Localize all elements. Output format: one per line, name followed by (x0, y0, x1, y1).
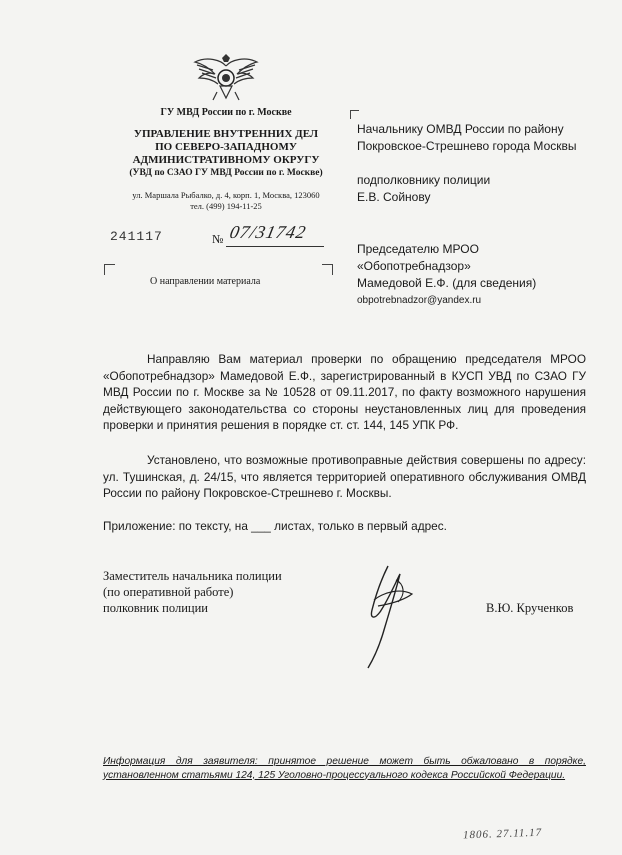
org-top-line: ГУ МВД России по г. Москве (160, 107, 292, 118)
handwritten-signature (360, 560, 420, 672)
number-underline (226, 246, 324, 247)
addressee-primary-name: Е.В. Сойнову (357, 190, 431, 204)
org-main-line-1: УПРАВЛЕНИЕ ВНУТРЕННИХ ДЕЛ (133, 128, 319, 140)
mvd-emblem-icon (193, 52, 259, 102)
addressee-primary-line-1: Начальнику ОМВД России по району (357, 122, 564, 136)
receipt-stamp: 1806. 27.11.17 (462, 826, 543, 842)
registration-number: 241117 (110, 229, 163, 244)
addressee-primary (357, 121, 577, 155)
org-main-line-2: ПО СЕВЕРО-ЗАПАДНОМУ (155, 141, 297, 153)
signatory-position-line-3: полковник полиции (103, 601, 208, 615)
issuer-block (95, 106, 357, 212)
addressee-primary-rank: подполковнику полиции (357, 173, 491, 187)
bracket-corner-left (104, 264, 115, 275)
bracket-corner-right (322, 264, 333, 275)
addressee-secondary-line-1: Председателю МРОО (357, 242, 479, 256)
signatory-name: В.Ю. Крученков (486, 601, 574, 615)
signatory-position-line-1: Заместитель начальника полиции (103, 569, 282, 583)
addressee-bracket-corner (350, 110, 359, 119)
addressee-secondary-email: obpotrebnadzor@yandex.ru (357, 295, 482, 306)
addressee-primary-line-2: Покровское-Стрешнево города Москвы (357, 139, 577, 153)
outgoing-number: 07/31742 (227, 222, 309, 242)
addressee-primary-person (357, 172, 490, 206)
attachment-line: Приложение: по тексту, на ___ листах, только в первый адрес. (103, 519, 447, 533)
org-address: ул. Маршала Рыбалко, д. 4, корп. 1, Москва, 123060 (132, 190, 320, 200)
addressee-secondary (357, 241, 536, 309)
body-paragraph-2: Установлено, что возможные противоправные действия совершены по адресу: ул. Тушинская, д. 24/15, что является территорией оперативного обслуживания ОМВД России по району Покровское-Стрешнево г. Москвы. (103, 453, 586, 501)
subject-line: О направлении материала (150, 276, 261, 287)
addressee-secondary-line-3: Мамедовой Е.Ф. (для сведения) (357, 276, 537, 290)
addressee-secondary-line-2: «Обопотребнадзор» (357, 259, 471, 273)
org-phone: тел. (499) 194-11-25 (190, 201, 262, 211)
signatory-position-line-2: (по оперативной работе) (103, 585, 234, 599)
applicant-info-note: Информация для заявителя: принятое решение может быть обжаловано в порядке, установленном статьями 124, 125 Уголовно-процессуального кодекса Российской Федерации. (103, 756, 586, 781)
org-main-line-3: АДМИНИСТРАТИВНОМУ ОКРУГУ (132, 154, 320, 166)
body-paragraph-1: Направляю Вам материал проверки по обращению председателя МРОО «Обопотребнадзор» Мамедовой Е.Ф., зарегистрированный в КУСП УВД по СЗАО ГУ МВД России по г. Москве за № 10528 от 09.11.2017, по факту возможного нарушения действующего законодательства со стороны неустановленных лиц для проведения проверки и принятия решения в порядке ст. ст. 144, 145 УПК РФ. (103, 352, 586, 433)
signatory-position (103, 568, 282, 616)
number-sign: № (212, 232, 224, 246)
org-abbreviation: (УВД по СЗАО ГУ МВД России по г. Москве) (129, 168, 323, 178)
